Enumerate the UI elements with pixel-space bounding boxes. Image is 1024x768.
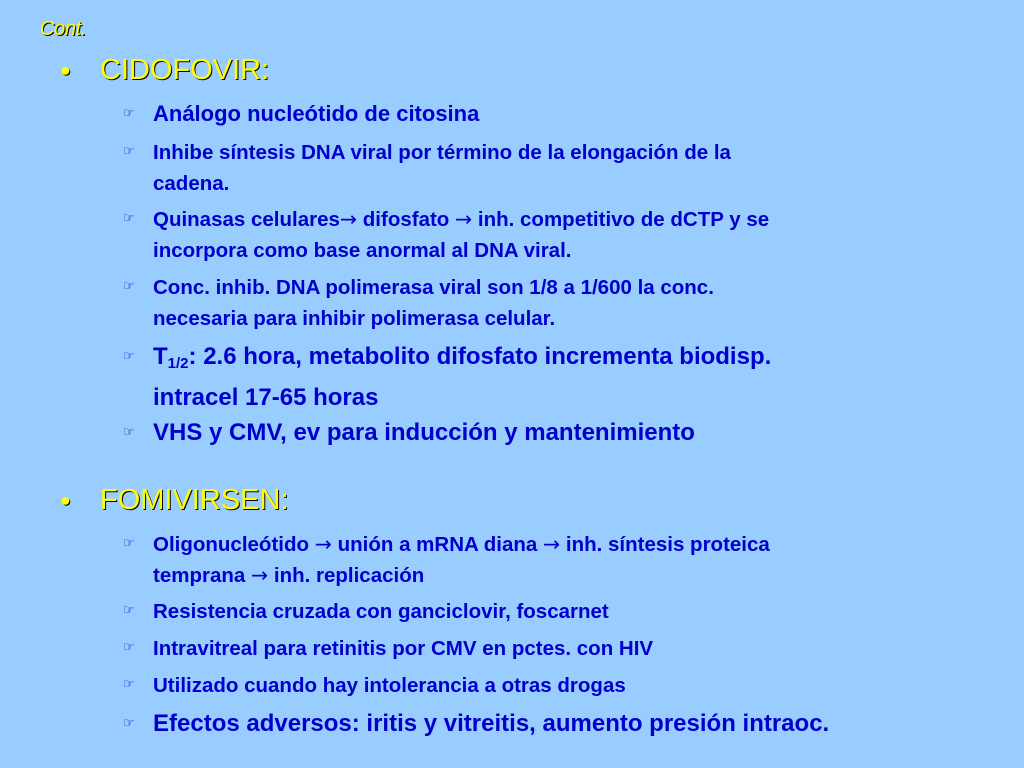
pointing-hand-icon: ☞ — [123, 279, 135, 294]
item-line — [153, 204, 983, 235]
item-segment: inh. competitivo de dCTP y se — [472, 208, 770, 231]
item-segment: temprana — [153, 564, 251, 587]
pointing-hand-icon: ☞ — [123, 349, 135, 364]
arrow-icon: → — [250, 563, 269, 587]
item-line: cadena. — [153, 172, 230, 195]
section-heading — [60, 50, 269, 90]
pointing-hand-icon: ☞ — [123, 536, 135, 551]
section-title: CIDOFOVIR: — [100, 53, 270, 86]
bullet-icon: ● — [60, 59, 71, 80]
item-text — [153, 137, 983, 199]
item-segment: unión a mRNA diana — [331, 533, 543, 556]
pointing-hand-icon: ☞ — [123, 106, 135, 121]
arrow-icon: → — [455, 207, 473, 231]
item-text: Resistencia cruzada con ganciclovir, foscarnet — [153, 600, 609, 623]
item-line — [153, 340, 983, 381]
pointing-hand-icon: ☞ — [123, 211, 135, 226]
pointing-hand-icon: ☞ — [123, 677, 135, 692]
pointing-hand-icon: ☞ — [123, 640, 135, 655]
item-text: Efectos adversos: iritis y vitreitis, aumento presión intraoc. — [153, 710, 830, 737]
item-segment: inh. síntesis proteica — [560, 533, 770, 556]
item-segment: T — [153, 343, 168, 370]
item-text — [153, 529, 983, 591]
subscript: 1/2 — [167, 355, 189, 372]
item-segment: : 2.6 hora, metabolito difosfato incrementa biodisp. — [188, 343, 772, 370]
pointing-hand-icon: ☞ — [123, 716, 135, 731]
bullet-icon: ● — [60, 489, 71, 510]
pointing-hand-icon: ☞ — [123, 603, 135, 618]
section-heading — [60, 480, 289, 520]
pointing-hand-icon: ☞ — [123, 144, 135, 159]
item-text — [153, 204, 983, 266]
item-text — [153, 340, 983, 415]
item-text: Utilizado cuando hay intolerancia a otras drogas — [153, 674, 626, 697]
cont-label: Cont. — [40, 18, 87, 40]
item-line: Inhibe síntesis DNA viral por término de la elongación de la — [153, 141, 731, 164]
item-line: necesaria para inhibir polimerasa celular. — [153, 307, 556, 330]
item-line: intracel 17-65 horas — [153, 384, 379, 411]
arrow-icon: → — [543, 532, 561, 556]
item-line: incorpora como base anormal al DNA viral. — [153, 239, 572, 262]
item-text — [153, 272, 983, 334]
item-line — [153, 529, 983, 560]
item-text: Análogo nucleótido de citosina — [153, 101, 480, 126]
item-line: Conc. inhib. DNA polimerasa viral son 1/8 a 1/600 la conc. — [153, 276, 714, 299]
pointing-hand-icon: ☞ — [123, 425, 135, 440]
item-text: VHS y CMV, ev para inducción y mantenimiento — [153, 419, 695, 446]
section-title: FOMIVIRSEN: — [100, 483, 289, 516]
item-segment: Quinasas celulares — [153, 208, 340, 231]
arrow-icon: → — [339, 207, 358, 231]
arrow-icon: → — [314, 532, 332, 556]
item-segment: Oligonucleótido — [153, 533, 315, 556]
item-segment: difosfato — [357, 208, 456, 231]
item-text: Intravitreal para retinitis por CMV en pctes. con HIV — [153, 637, 654, 660]
item-segment: inh. replicación — [268, 564, 425, 587]
item-line — [153, 560, 983, 591]
